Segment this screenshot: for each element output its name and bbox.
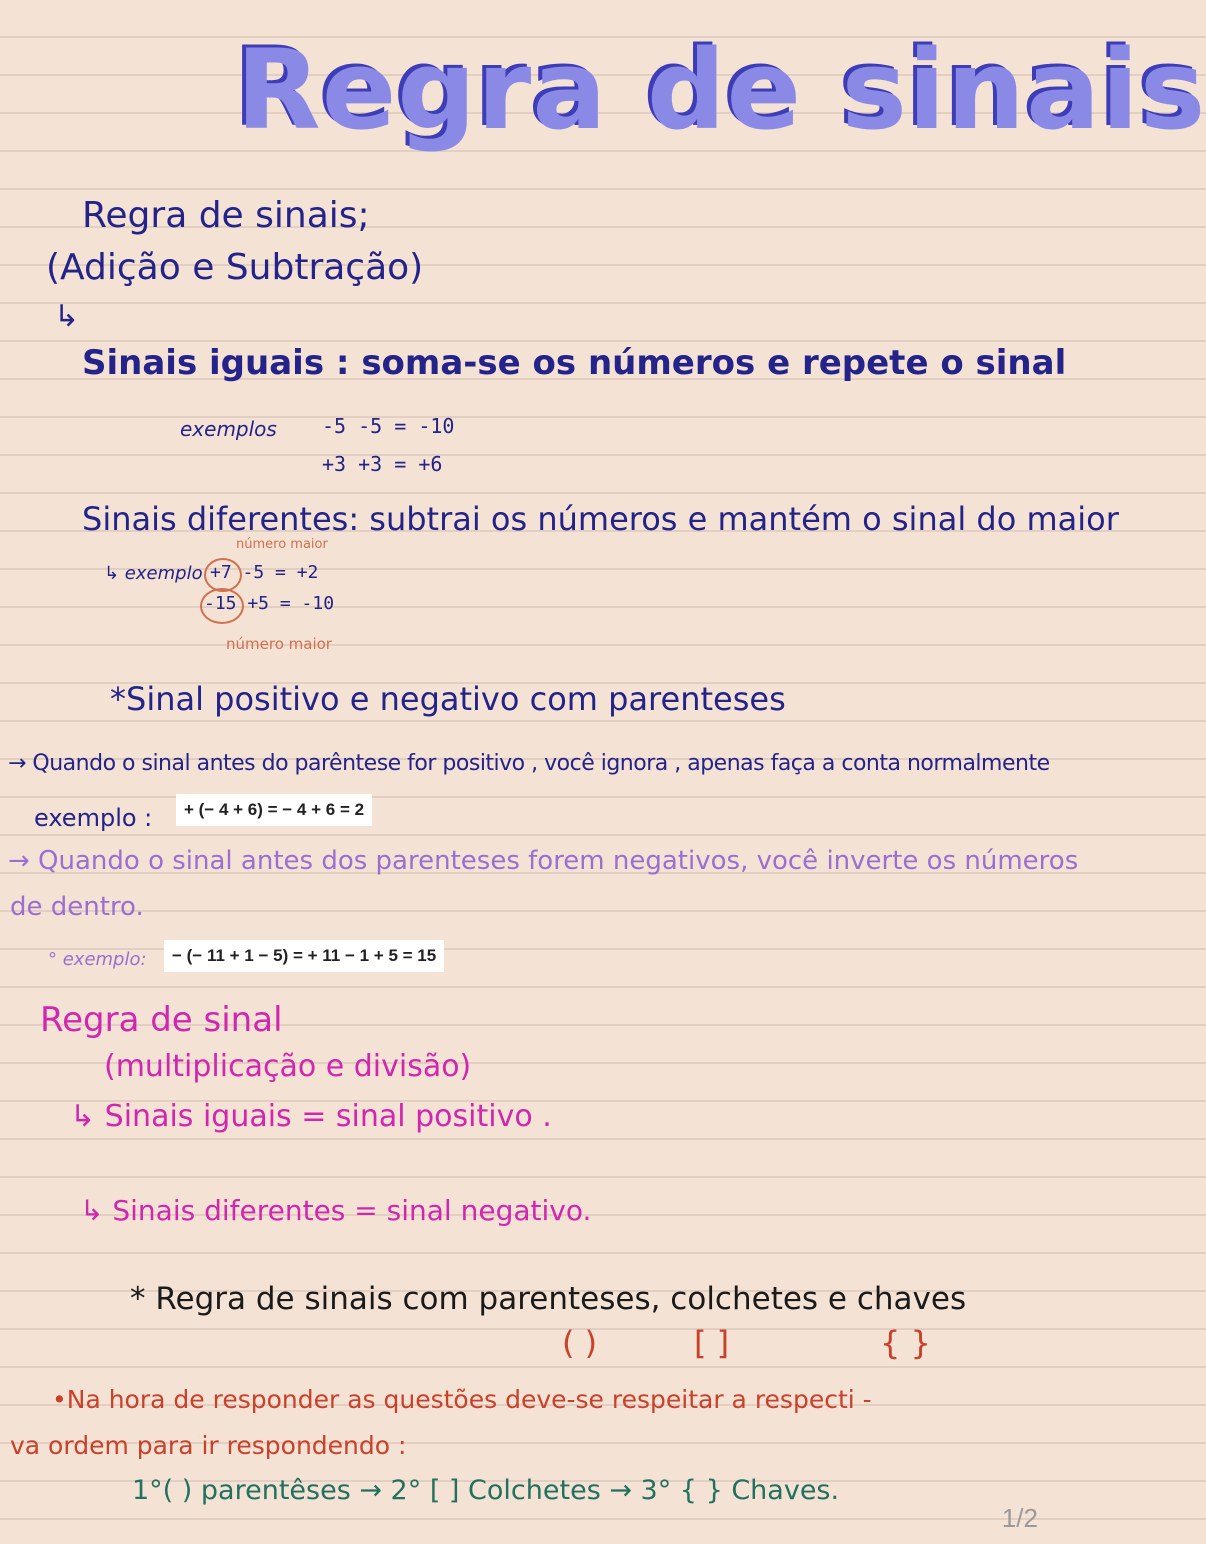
section1-heading-line2: (Adição e Subtração) [46, 247, 424, 288]
example-box-positive: + (− 4 + 6) = − 4 + 6 = 2 [176, 794, 372, 826]
example-label-positive: exemplo : [34, 804, 153, 832]
section3-subheading: (multiplicação e divisão) [104, 1049, 472, 1084]
instruction-line1: •Na hora de responder as questões deve-se respeitar a respecti - [52, 1385, 872, 1414]
section1-heading-line1: Regra de sinais; [82, 195, 370, 236]
multiplication-different-signs: ↳ Sinais diferentes = sinal negativo. [80, 1194, 592, 1227]
positive-parentheses-rule: → Quando o sinal antes do parêntese for positivo , você ignora , apenas faça a conta normalmente [8, 751, 1050, 776]
example-3: +7 -5 = +2 [210, 562, 319, 583]
section4-heading: * Regra de sinais com parenteses, colchetes e chaves [130, 1281, 967, 1317]
section3-heading: Regra de sinal [40, 1000, 283, 1040]
example-box-negative: − (− 11 + 1 − 5) = + 11 − 1 + 5 = 15 [164, 940, 444, 972]
example-2: +3 +3 = +6 [322, 452, 443, 476]
order-sequence: 1°( ) parentêses → 2° [ ] Colchetes → 3° { } Chaves. [132, 1475, 840, 1506]
note-bottom-number-larger: número maior [226, 635, 332, 653]
example-1: -5 -5 = -10 [322, 414, 455, 438]
symbol-braces: { } [880, 1324, 931, 1362]
equal-signs-rule: Sinais iguais : soma-se os números e repete o sinal [82, 343, 1067, 383]
negative-parentheses-rule-line2: de dentro. [10, 892, 144, 922]
symbol-parentheses: ( ) [562, 1324, 598, 1362]
multiplication-equal-signs: ↳ Sinais iguais = sinal positivo . [70, 1099, 552, 1134]
negative-parentheses-rule-line1: → Quando o sinal antes dos parenteses forem negativos, você inverte os números [8, 846, 1079, 876]
symbol-brackets: [ ] [694, 1324, 730, 1362]
example-label-negative: ° exemplo: [48, 949, 147, 970]
page-title: Regra de sinais [236, 26, 1206, 154]
section1-arrow-icon: ↳ [54, 299, 80, 334]
note-top-number-larger: número maior [236, 537, 328, 552]
section2-heading: *Sinal positivo e negativo com parenteses [110, 680, 786, 718]
highlight-circle-plus7 [204, 558, 242, 592]
different-signs-rule: Sinais diferentes: subtrai os números e mantém o sinal do maior [82, 500, 1119, 538]
instruction-line2: va ordem para ir respondendo : [10, 1431, 407, 1460]
examples-label: exemplos [180, 417, 277, 441]
example-label-different: ↳ exemplo [104, 563, 203, 584]
highlight-circle-minus15 [200, 588, 244, 624]
example-4: -15 +5 = -10 [204, 593, 335, 614]
page-number: 1/2 [1001, 1503, 1038, 1533]
